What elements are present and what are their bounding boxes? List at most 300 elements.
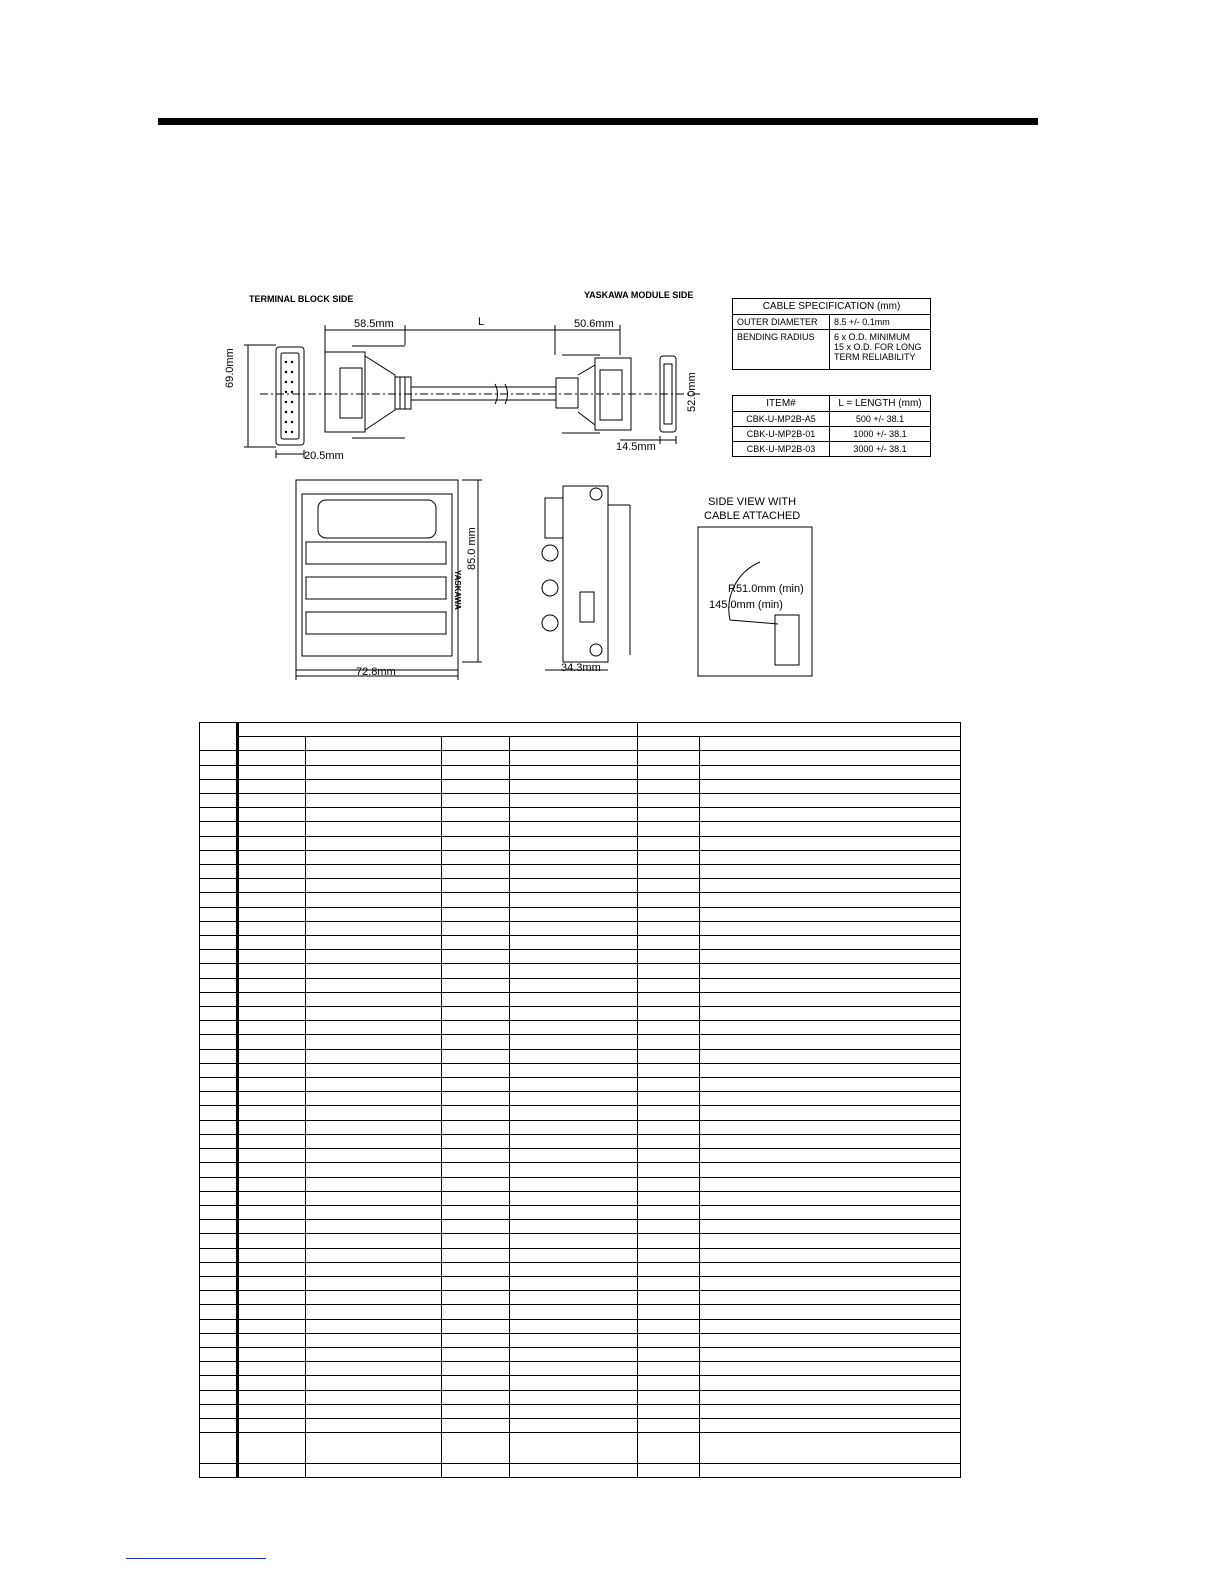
table-cell — [700, 936, 961, 950]
table-cell — [510, 1063, 638, 1077]
table-cell — [200, 992, 238, 1006]
table-cell — [306, 865, 442, 879]
table-row — [200, 808, 961, 822]
table-cell — [638, 765, 700, 779]
yaskawa-module-side-label: YASKAWA MODULE SIDE — [584, 290, 694, 300]
table-cell — [442, 1092, 510, 1106]
dim-50-6: 50.6mm — [574, 318, 614, 330]
table-cell — [442, 936, 510, 950]
table-cell — [200, 1078, 238, 1092]
table-cell — [442, 1347, 510, 1361]
table-cell — [200, 1291, 238, 1305]
table-cell — [510, 1276, 638, 1290]
cable-dimension-drawing — [0, 0, 1224, 720]
table-cell — [638, 1007, 700, 1021]
table-cell — [200, 1248, 238, 1262]
table-cell — [238, 1305, 306, 1319]
table-cell — [700, 1248, 961, 1262]
table-cell — [638, 808, 700, 822]
table-cell — [700, 978, 961, 992]
table-cell — [442, 992, 510, 1006]
item-header: ITEM# — [733, 396, 830, 412]
table-cell — [200, 751, 238, 765]
table-cell — [510, 1177, 638, 1191]
table-cell — [238, 1418, 306, 1432]
table-cell — [238, 978, 306, 992]
table-cell — [638, 1078, 700, 1092]
table-cell — [700, 1418, 961, 1432]
table-cell — [200, 1276, 238, 1290]
table-cell — [700, 921, 961, 935]
table-row — [200, 865, 961, 879]
table-cell — [510, 1319, 638, 1333]
table-row — [200, 1319, 961, 1333]
table-row — [200, 850, 961, 864]
table-cell — [306, 779, 442, 793]
table-cell — [238, 1035, 306, 1049]
table-cell — [700, 1376, 961, 1390]
table-row — [200, 1248, 961, 1262]
table-cell — [306, 964, 442, 978]
table-cell — [442, 1390, 510, 1404]
table-cell — [700, 1276, 961, 1290]
table-cell — [238, 1347, 306, 1361]
brand-label: YASKAWA — [453, 570, 462, 610]
table-row — [200, 1007, 961, 1021]
table-cell — [700, 1333, 961, 1347]
table-cell — [306, 1163, 442, 1177]
table-cell — [638, 1262, 700, 1276]
table-cell — [238, 1333, 306, 1347]
table-cell — [700, 1092, 961, 1106]
table-cell — [638, 1234, 700, 1248]
table-row — [200, 1390, 961, 1404]
table-cell — [238, 921, 306, 935]
table-cell — [638, 1205, 700, 1219]
table-cell — [238, 1234, 306, 1248]
table-cell — [306, 936, 442, 950]
table-cell — [306, 1049, 442, 1063]
table-cell — [442, 1191, 510, 1205]
table-cell — [442, 1291, 510, 1305]
table-cell — [638, 1049, 700, 1063]
table-cell — [510, 1404, 638, 1418]
table-cell — [510, 1163, 638, 1177]
spec-row-value: 8.5 +/- 0.1mm — [830, 315, 931, 330]
table-row — [200, 879, 961, 893]
table-cell — [510, 950, 638, 964]
table-cell — [638, 1404, 700, 1418]
table-cell — [442, 978, 510, 992]
side-view-title: SIDE VIEW WITH CABLE ATTACHED — [704, 496, 801, 522]
table-row — [200, 737, 961, 751]
table-cell — [700, 1220, 961, 1234]
table-cell — [700, 1205, 961, 1219]
table-cell — [638, 1035, 700, 1049]
item-cell: CBK-U-MP2B-03 — [733, 442, 830, 457]
table-cell — [700, 779, 961, 793]
table-cell — [510, 1305, 638, 1319]
table-cell — [700, 1390, 961, 1404]
table-row — [200, 921, 961, 935]
table-cell — [238, 822, 306, 836]
dim-52-0: 52.0mm — [686, 372, 698, 412]
table-cell — [238, 1163, 306, 1177]
table-cell — [442, 1063, 510, 1077]
table-cell — [200, 893, 238, 907]
table-cell — [200, 1035, 238, 1049]
table-cell — [306, 1177, 442, 1191]
table-cell — [700, 1191, 961, 1205]
table-cell — [510, 978, 638, 992]
table-cell — [306, 1418, 442, 1432]
table-row — [200, 1063, 961, 1077]
table-row — [200, 1376, 961, 1390]
table-cell — [238, 1390, 306, 1404]
table-cell — [238, 1362, 306, 1376]
table-row — [200, 1106, 961, 1120]
table-row — [200, 1463, 961, 1477]
table-cell — [238, 751, 306, 765]
table-row — [200, 1191, 961, 1205]
table-cell — [238, 1248, 306, 1262]
table-cell — [638, 1248, 700, 1262]
table-row — [200, 1149, 961, 1163]
table-cell — [200, 1120, 238, 1134]
table-cell — [442, 1404, 510, 1418]
table-cell — [510, 879, 638, 893]
table-cell — [306, 1291, 442, 1305]
table-cell — [238, 1220, 306, 1234]
table-cell — [200, 1177, 238, 1191]
table-cell — [638, 1319, 700, 1333]
dim-58-5: 58.5mm — [354, 318, 394, 330]
table-cell — [442, 1418, 510, 1432]
table-cell — [442, 737, 510, 751]
table-cell — [510, 822, 638, 836]
table-cell — [510, 836, 638, 850]
table-cell — [442, 1262, 510, 1276]
table-cell — [638, 1021, 700, 1035]
length-label: 145.0mm (min) — [709, 599, 783, 611]
table-cell — [700, 1035, 961, 1049]
length-cell: 3000 +/- 38.1 — [830, 442, 931, 457]
table-cell — [442, 1234, 510, 1248]
table-cell — [238, 1134, 306, 1148]
dim-20-5: 20.5mm — [304, 450, 344, 462]
table-cell — [700, 950, 961, 964]
table-cell — [510, 1418, 638, 1432]
table-cell — [238, 1191, 306, 1205]
table-cell — [638, 1418, 700, 1432]
table-cell — [442, 893, 510, 907]
table-cell — [510, 1049, 638, 1063]
table-cell — [638, 879, 700, 893]
table-row — [200, 751, 961, 765]
table-cell — [510, 936, 638, 950]
table-cell — [638, 964, 700, 978]
table-cell — [510, 1333, 638, 1347]
table-cell — [306, 808, 442, 822]
table-row — [200, 1092, 961, 1106]
table-cell — [442, 1362, 510, 1376]
table-cell — [238, 779, 306, 793]
table-cell — [442, 765, 510, 779]
table-cell — [442, 1177, 510, 1191]
table-cell — [200, 1347, 238, 1361]
table-cell — [700, 765, 961, 779]
table-cell — [442, 921, 510, 935]
table-cell — [510, 1021, 638, 1035]
table-row — [200, 1220, 961, 1234]
table-cell — [200, 1007, 238, 1021]
table-cell — [510, 893, 638, 907]
table-row — [200, 1163, 961, 1177]
table-cell — [442, 779, 510, 793]
table-cell — [700, 1021, 961, 1035]
table-cell — [700, 907, 961, 921]
table-cell — [306, 1220, 442, 1234]
table-cell — [442, 964, 510, 978]
table-cell — [638, 978, 700, 992]
radius-label: R51.0mm (min) — [728, 583, 804, 595]
table-cell — [638, 992, 700, 1006]
table-cell — [306, 1305, 442, 1319]
table-row — [200, 765, 961, 779]
table-cell — [238, 1021, 306, 1035]
table-cell — [200, 1092, 238, 1106]
table-row — [200, 779, 961, 793]
table-cell — [638, 950, 700, 964]
table-cell — [200, 1305, 238, 1319]
table-cell — [200, 907, 238, 921]
table-cell — [442, 879, 510, 893]
table-cell — [238, 992, 306, 1006]
table-cell — [200, 1134, 238, 1148]
table-cell — [638, 1305, 700, 1319]
table-cell — [700, 1134, 961, 1148]
table-cell — [510, 1120, 638, 1134]
table-cell — [238, 808, 306, 822]
table-cell — [510, 1220, 638, 1234]
table-cell — [200, 1262, 238, 1276]
table-cell — [200, 865, 238, 879]
table-cell — [638, 1291, 700, 1305]
table-cell — [510, 865, 638, 879]
table-cell — [238, 879, 306, 893]
table-cell — [306, 1007, 442, 1021]
table-cell — [306, 1390, 442, 1404]
table-cell — [638, 836, 700, 850]
table-cell — [442, 1120, 510, 1134]
length-header: L = LENGTH (mm) — [830, 396, 931, 412]
table-cell — [238, 1376, 306, 1390]
table-cell — [306, 1262, 442, 1276]
table-row — [200, 1291, 961, 1305]
table-cell — [200, 1404, 238, 1418]
table-cell — [306, 1276, 442, 1290]
table-cell — [442, 1376, 510, 1390]
table-cell — [510, 765, 638, 779]
table-cell — [638, 1362, 700, 1376]
table-cell — [700, 879, 961, 893]
table-row — [200, 907, 961, 921]
length-cell: 1000 +/- 38.1 — [830, 427, 931, 442]
table-row — [200, 1418, 961, 1432]
table-cell — [200, 822, 238, 836]
table-cell — [442, 1248, 510, 1262]
table-cell — [638, 921, 700, 935]
table-cell — [238, 836, 306, 850]
table-cell — [306, 1106, 442, 1120]
table-cell — [306, 1333, 442, 1347]
table-cell — [700, 992, 961, 1006]
table-cell — [700, 1063, 961, 1077]
table-cell — [306, 1021, 442, 1035]
table-cell — [510, 1362, 638, 1376]
table-cell — [442, 1220, 510, 1234]
table-cell — [700, 964, 961, 978]
table-cell — [200, 978, 238, 992]
table-cell — [200, 850, 238, 864]
table-cell — [238, 850, 306, 864]
table-cell — [510, 1078, 638, 1092]
table-cell — [306, 1404, 442, 1418]
table-cell — [638, 751, 700, 765]
table-cell — [442, 1134, 510, 1148]
table-cell — [442, 822, 510, 836]
table-cell — [238, 1149, 306, 1163]
table-cell — [442, 850, 510, 864]
table-cell — [306, 1376, 442, 1390]
table-cell — [306, 822, 442, 836]
table-cell — [442, 865, 510, 879]
table-cell — [238, 723, 638, 737]
table-cell — [200, 1433, 238, 1464]
table-cell — [442, 1333, 510, 1347]
table-cell — [510, 779, 638, 793]
table-row — [200, 1404, 961, 1418]
table-cell — [638, 1376, 700, 1390]
table-cell — [442, 1463, 510, 1477]
table-cell — [306, 978, 442, 992]
table-cell — [442, 907, 510, 921]
table-row — [200, 1347, 961, 1361]
table-row — [200, 1021, 961, 1035]
table-cell — [200, 950, 238, 964]
table-cell — [700, 1163, 961, 1177]
table-cell — [200, 1362, 238, 1376]
table-cell — [510, 1262, 638, 1276]
table-cell — [442, 836, 510, 850]
table-cell — [200, 1191, 238, 1205]
table-cell — [442, 1305, 510, 1319]
table-cell — [638, 1163, 700, 1177]
terminal-block-side-label: TERMINAL BLOCK SIDE — [249, 294, 354, 304]
table-cell — [306, 1134, 442, 1148]
table-row — [200, 822, 961, 836]
table-cell — [306, 765, 442, 779]
table-cell — [306, 1463, 442, 1477]
table-cell — [238, 1007, 306, 1021]
table-cell — [700, 850, 961, 864]
table-cell — [638, 1063, 700, 1077]
table-cell — [700, 1262, 961, 1276]
table-cell — [238, 936, 306, 950]
table-row — [200, 1433, 961, 1464]
table-row — [200, 950, 961, 964]
table-cell — [510, 808, 638, 822]
table-cell — [306, 794, 442, 808]
table-cell — [700, 1106, 961, 1120]
table-row — [200, 1305, 961, 1319]
table-cell — [510, 992, 638, 1006]
table-cell — [700, 1291, 961, 1305]
table-row — [200, 964, 961, 978]
table-cell — [510, 1035, 638, 1049]
table-cell — [700, 836, 961, 850]
table-cell — [238, 765, 306, 779]
table-row — [200, 1120, 961, 1134]
table-cell — [510, 850, 638, 864]
table-row — [200, 1078, 961, 1092]
table-cell — [510, 737, 638, 751]
table-row — [200, 1333, 961, 1347]
table-cell — [200, 1163, 238, 1177]
table-cell — [200, 779, 238, 793]
table-cell — [200, 1106, 238, 1120]
table-cell — [306, 850, 442, 864]
table-cell — [700, 1007, 961, 1021]
table-cell — [200, 964, 238, 978]
table-cell — [306, 1433, 442, 1464]
table-cell — [442, 1035, 510, 1049]
table-cell — [306, 1362, 442, 1376]
table-row — [200, 1049, 961, 1063]
table-cell — [238, 1092, 306, 1106]
table-cell — [638, 723, 961, 737]
table-row — [200, 936, 961, 950]
table-cell — [638, 1149, 700, 1163]
table-cell — [700, 1149, 961, 1163]
cable-spec-header: CABLE SPECIFICATION (mm) — [733, 299, 931, 315]
dim-14-5: 14.5mm — [616, 441, 656, 453]
table-cell — [306, 1248, 442, 1262]
table-cell — [238, 1291, 306, 1305]
length-cell: 500 +/- 38.1 — [830, 412, 931, 427]
table-cell — [306, 1078, 442, 1092]
table-row — [200, 1134, 961, 1148]
table-row — [200, 978, 961, 992]
table-cell — [700, 808, 961, 822]
table-cell — [200, 794, 238, 808]
table-cell — [510, 1376, 638, 1390]
table-cell — [638, 1333, 700, 1347]
table-row — [200, 1276, 961, 1290]
table-cell — [700, 1362, 961, 1376]
item-cell: CBK-U-MP2B-A5 — [733, 412, 830, 427]
table-cell — [638, 936, 700, 950]
table-cell — [238, 1049, 306, 1063]
table-cell — [238, 1262, 306, 1276]
table-cell — [510, 1007, 638, 1021]
table-cell — [638, 1134, 700, 1148]
table-cell — [306, 921, 442, 935]
table-cell — [200, 1463, 238, 1477]
table-cell — [200, 936, 238, 950]
table-cell — [638, 1106, 700, 1120]
table-cell — [638, 794, 700, 808]
